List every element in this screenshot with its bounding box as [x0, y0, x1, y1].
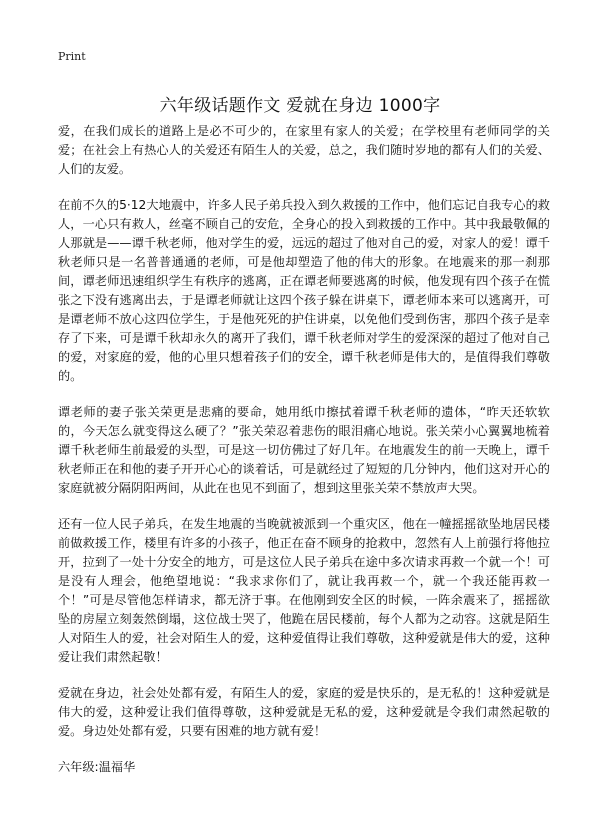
paragraph-conclusion: 爱就在身边，社会处处都有爱，有陌生人的爱，家庭的爱是快乐的，是无私的！这种爱就是伟大的爱，这种爱让我们值得尊敬，这种爱就是无私的爱，这种爱就是令我们肃然起敬的爱。身边处处都有爱，只要有困难的地方就有爱！: [58, 686, 550, 738]
paragraph-wife: 谭老师的妻子张关荣更是悲痛的要命，她用纸巾擦拭着谭千秋老师的遗体，“昨天还软软的，今天怎么就变得这么硬了？”张关荣忍着悲伤的眼泪痛心地说。张关荣小心翼翼地梳着谭千秋老师生前最爱的头型，可是这一切仿佛过了好几年。在地震发生的前一天晚上，谭千秋老师正在和他的妻子开开心心的谈着话，可是就经过了短短的几分钟内，他们这对开心的家庭就被分隔阴阳两间，从此在也见不到面了，想到这里张关荣不禁放声大哭。: [58, 405, 550, 495]
page-title: 六年级话题作文 爱就在身边 1000字: [159, 96, 441, 117]
paragraph-teacher: 在前不久的5·12大地震中，许多人民子弟兵投入到久救援的工作中，他们忘记自我专心的救人，一心只有救人，丝毫不顾自己的安危，全身心的投入到救援的工作中。其中我最敬佩的人那就是——谭千秋老师，他对学生的爱，远远的超过了他对自己的爱，对家人的爱！谭千秋老师只是一名普普通通的老师，可是他却塑造了他的伟大的形象。在地震来的那一刹那间，谭老师迅速组织学生有秩序的逃离，正在谭老师要逃离的时候，他发现有四个孩子在慌张之下没有逃离出去，于是谭老师就让这四个孩子躲在讲桌下，谭老师本来可以逃离开，可是谭老师不放心这四位学生，于是他死死的护住讲桌，以免他们受到伤害，那四个孩子是幸存了下来，可是谭千秋却永久的离开了我们，谭千秋老师对学生的爱深深的超过了他对自己的爱，对家庭的爱，他的心里只想着孩子们的安全，谭千秋老师是伟大的，是值得我们尊敬的。: [58, 198, 550, 383]
article-body: [58, 122, 550, 777]
print-link[interactable]: Print: [58, 50, 86, 63]
paragraph-intro: 爱，在我们成长的道路上是必不可少的，在家里有家人的关爱；在学校里有老师同学的关爱；在社会上有热心人的关爱还有陌生人的关爱，总之，我们随时岁地的都有人们的关爱、人们的友爱。: [58, 124, 550, 176]
author-line: 六年级:温福华: [58, 760, 136, 774]
paragraph-soldier: 还有一位人民子弟兵，在发生地震的当晚就被派到一个重灾区，他在一幢摇摇欲坠地居民楼前做救援工作，楼里有许多的小孩子，他正在奋不顾身的抢救中，忽然有人上前强行将他拉开，拉到了一处十分安全的地方，可是这位人民子弟兵在途中多次请求再救一个就一个！可是没有人理会，他绝望地说：“我求求你们了，就让我再救一个，就一个我还能再救一个！”可是尽管他怎样请求，都无济于事。在他刚到安全区的时候，一阵余震来了，摇摇欲坠的房屋立刻轰然倒塌，这位战士哭了，他跪在居民楼前，每个人都为之动容。这就是陌生人对陌生人的爱，社会对陌生人的爱，这种爱值得让我们尊敬，这种爱就是伟大的爱，这种爱让我们肃然起敬！: [58, 517, 550, 664]
